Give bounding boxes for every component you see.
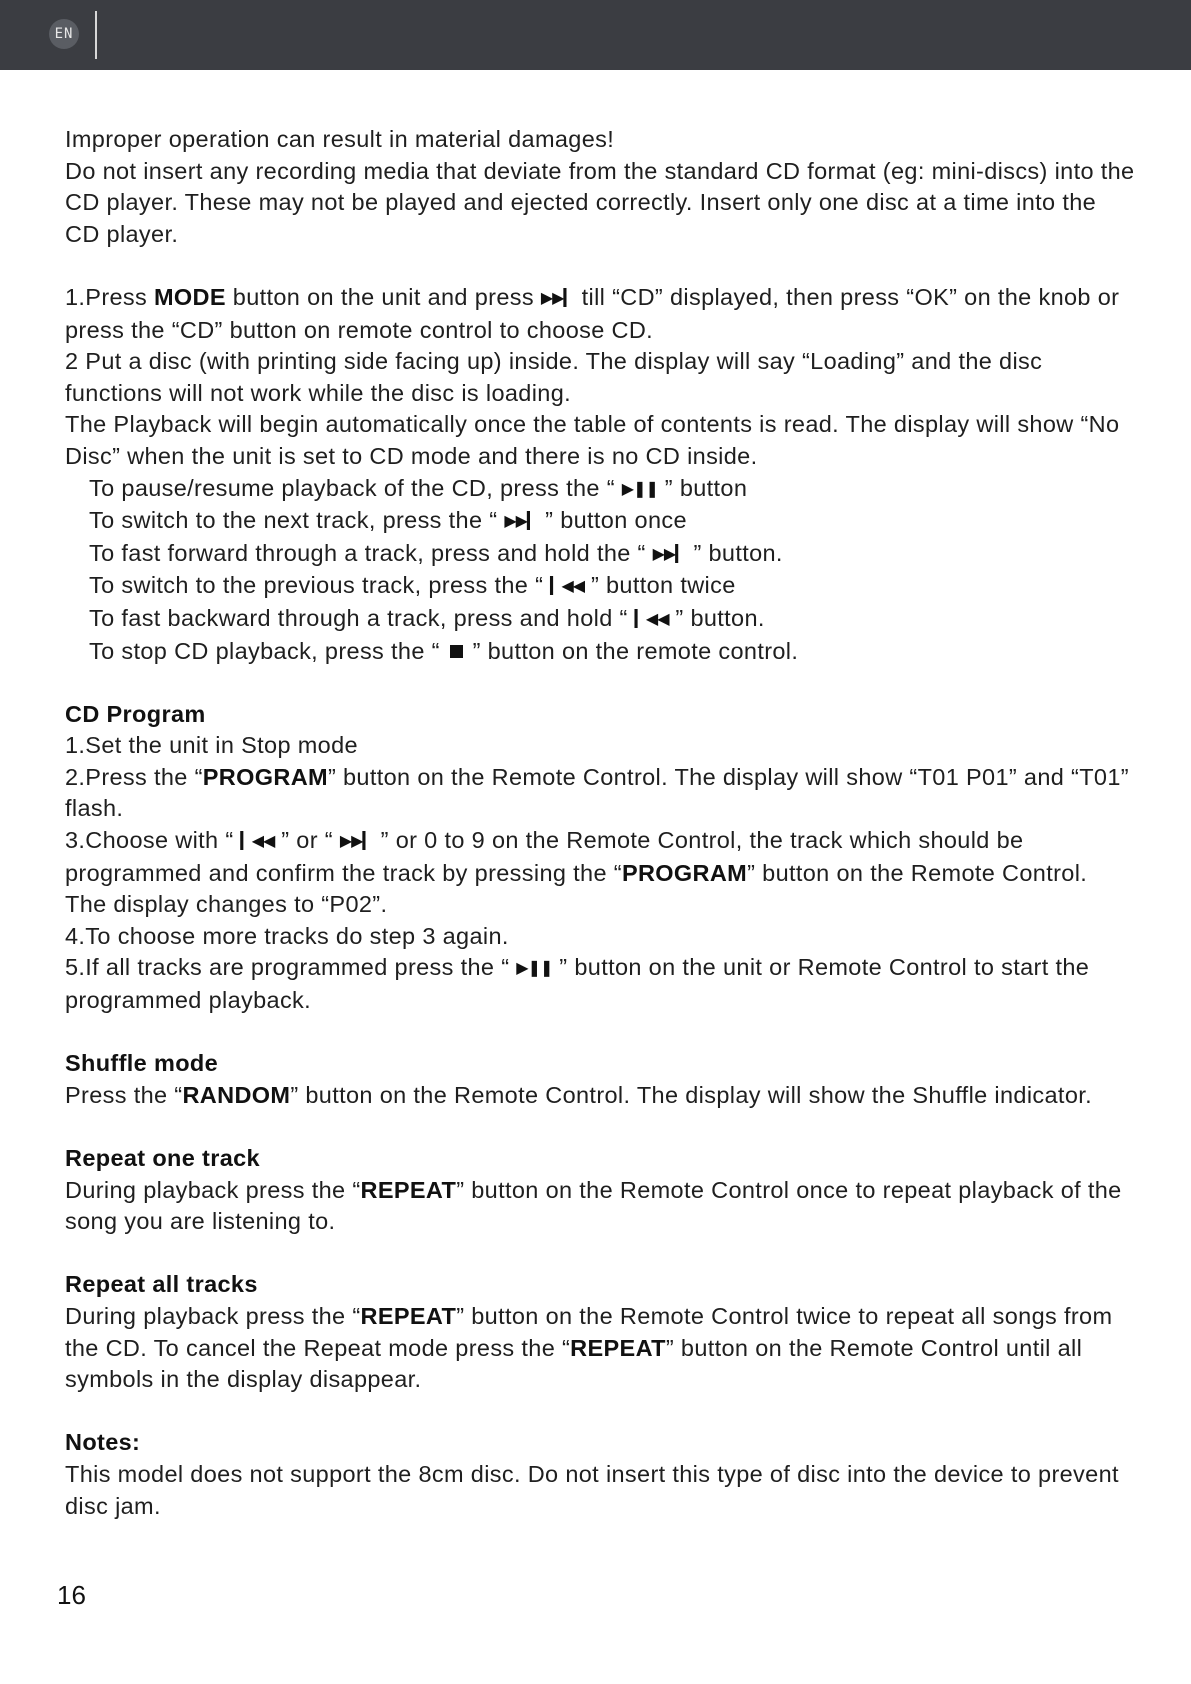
intro-warning: Improper operation can result in material damages! [65,126,615,152]
notes-heading: Notes: [65,1429,141,1456]
header-divider [95,11,97,59]
control-fast-backward: To fast backward through a track, press and hold “ ▎◀◀ ” button. [65,603,1135,636]
control-stop: To stop CD playback, press the “ ” button on the remote control. [89,637,799,664]
play-pause-icon: ▶❚❚ [516,960,553,978]
repeat-all-heading: Repeat all tracks [65,1271,258,1298]
control-pause: To pause/resume playback of the CD, press the “ ▶❚❚ ” button [65,473,1135,506]
next-icon: ▶▶▎ [504,513,539,531]
program-step-3: 3.Choose with “ ▎◀◀ ” or “ ▶▶▎ ” or 0 to 9 on the Remote Control, the track which should be programmed and confirm the track by pressing the “PROGRAM” button on the Remote Control. The display changes to “P02”. [65,827,1088,918]
cd-program-heading: CD Program [65,700,206,727]
mode-label: MODE [154,283,226,310]
step-2: 2 Put a disc (with printing side facing up) inside. The display will say “Loading” and the disc functions will not work while the disc is loading. [65,348,1043,406]
repeat-one-heading: Repeat one track [65,1145,260,1171]
page-header [0,0,1191,70]
previous-icon: ▎◀◀ [240,833,275,851]
shuffle-heading: Shuffle mode [65,1050,219,1077]
previous-icon: ▎◀◀ [634,610,669,628]
control-next: To switch to the next track, press the “ ▶▶▎ ” button once [65,505,1135,538]
repeat-one-text: During playback press the “REPEAT” button on the Remote Control once to repeat playback of the song you are listening to. [65,1176,1122,1235]
play-pause-icon: ▶❚❚ [621,480,658,498]
step-3: The Playback will begin automatically once the table of contents is read. The display will show “No Disc” when the unit is set to CD mode and there is no CD inside. [65,411,1120,469]
next-icon: ▶▶▎ [652,545,687,563]
program-step-1: 1.Set the unit in Stop mode [65,732,358,759]
next-icon: ▶▶▎ [540,289,575,307]
step-1: 1.Press MODE button on the unit and press ▶▶▎ till “CD” displayed, then press “OK” on the knob or press the “CD” button on remote control to choose CD. [65,283,1120,343]
program-step-4: 4.To choose more tracks do step 3 again. [65,922,509,949]
notes-text: This model does not support the 8cm disc. Do not insert this type of disc into the device to prevent disc jam. [65,1460,1119,1519]
program-step-5: 5.If all tracks are programmed press the “ ▶❚❚ ” button on the unit or Remote Control to start the programmed playback. [65,954,1090,1014]
stop-icon [450,645,463,658]
intro-text: Do not insert any recording media that deviate from the standard CD format (eg: mini-discs) into the CD player. These may not be played and ejected correctly. Insert only one disc at a time into the CD player. [65,157,1135,247]
previous-icon: ▎◀◀ [550,578,585,596]
page-number: 16 [57,1580,86,1610]
program-step-2: 2.Press the “PROGRAM” button on the Remote Control. The display will show “T01 P01” and “T01” flash. [65,763,1129,822]
manual-content [65,124,1135,1522]
language-badge: EN [49,19,79,49]
repeat-all-text: During playback press the “REPEAT” button on the Remote Control twice to repeat all songs from the CD. To cancel the Repeat mode press the “REPEAT” button on the Remote Control until all symbols in the display disappear. [65,1302,1113,1393]
shuffle-text: Press the “RANDOM” button on the Remote Control. The display will show the Shuffle indicator. [65,1081,1092,1108]
control-fast-forward: To fast forward through a track, press and hold the “ ▶▶▎ ” button. [65,538,1135,571]
next-icon: ▶▶▎ [339,833,374,851]
control-previous: To switch to the previous track, press the “ ▎◀◀ ” button twice [65,570,1135,603]
